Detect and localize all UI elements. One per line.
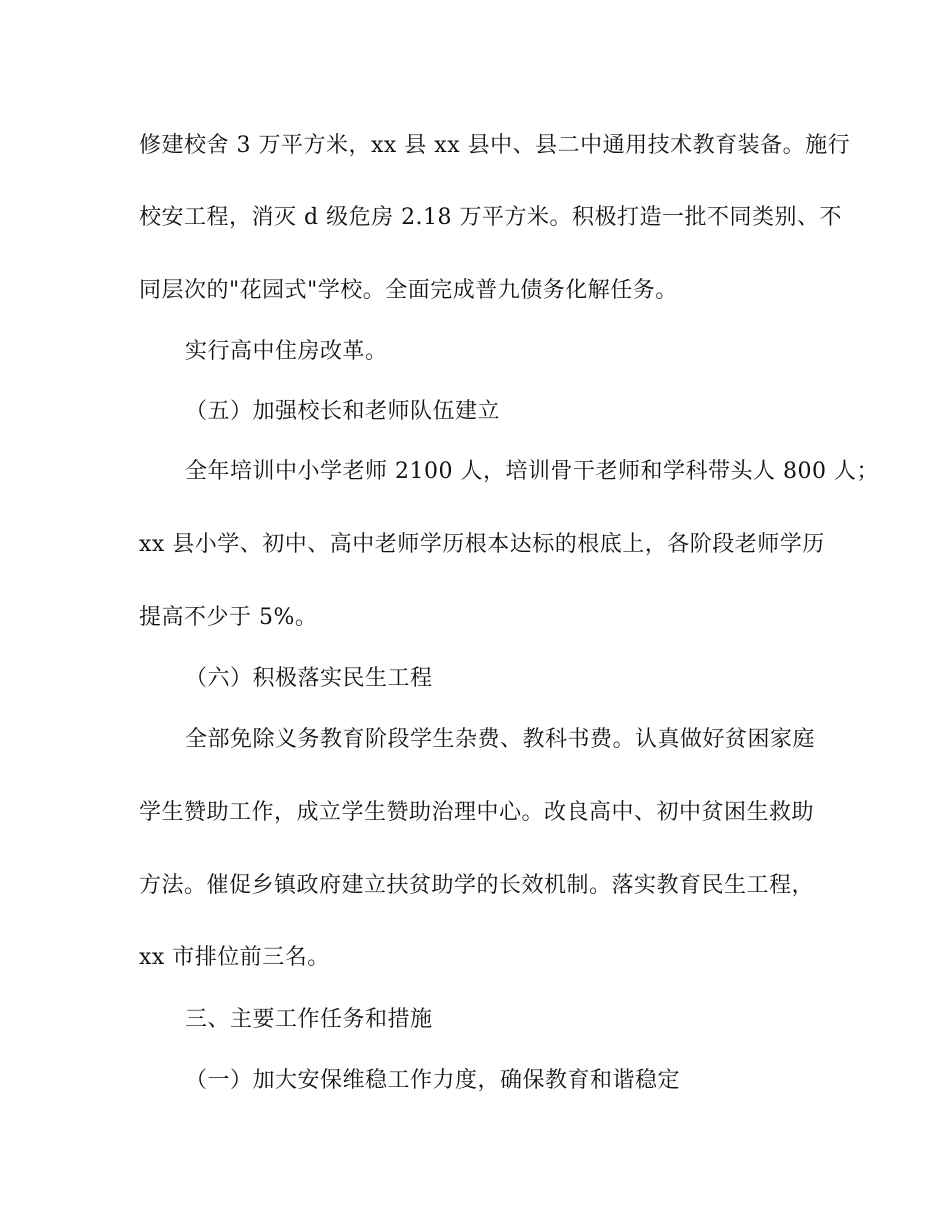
section-heading: （六）积极落实民生工程 (185, 666, 433, 691)
paragraph-line: 修建校舍 3 万平方米，xx 县 xx 县中、县二中通用技术教育装备。施行 (139, 133, 851, 158)
paragraph-line: xx 县小学、初中、高中老师学历根本达标的根底上，各阶段老师学历 (139, 532, 825, 557)
paragraph-line: 全年培训中小学老师 2100 人，培训骨干老师和学科带头人 800 人； (185, 459, 879, 484)
section-heading: （一）加大安保维稳工作力度，确保教育和谐稳定 (185, 1068, 681, 1093)
paragraph-line: 同层次的"花园式"学校。全面完成普九债务化解任务。 (139, 278, 678, 303)
paragraph-line: 方法。催促乡镇政府建立扶贫助学的长效机制。落实教育民生工程， (139, 873, 815, 898)
section-heading: （五）加强校长和老师队伍建立 (185, 399, 501, 424)
paragraph-line: 校安工程，消灭 d 级危房 2.18 万平方米。积极打造一批不同类别、不 (139, 205, 843, 230)
paragraph-line: xx 市排位前三名。 (139, 945, 330, 970)
paragraph-line: 提高不少于 5%。 (139, 605, 318, 630)
paragraph-line: 全部免除义务教育阶段学生杂费、教科书费。认真做好贫困家庭 (185, 727, 816, 752)
section-heading: 三、主要工作任务和措施 (185, 1007, 433, 1032)
paragraph-line: 学生赞助工作，成立学生赞助治理中心。改良高中、初中贫困生救助 (139, 800, 815, 825)
paragraph-line: 实行高中住房改革。 (185, 339, 388, 364)
